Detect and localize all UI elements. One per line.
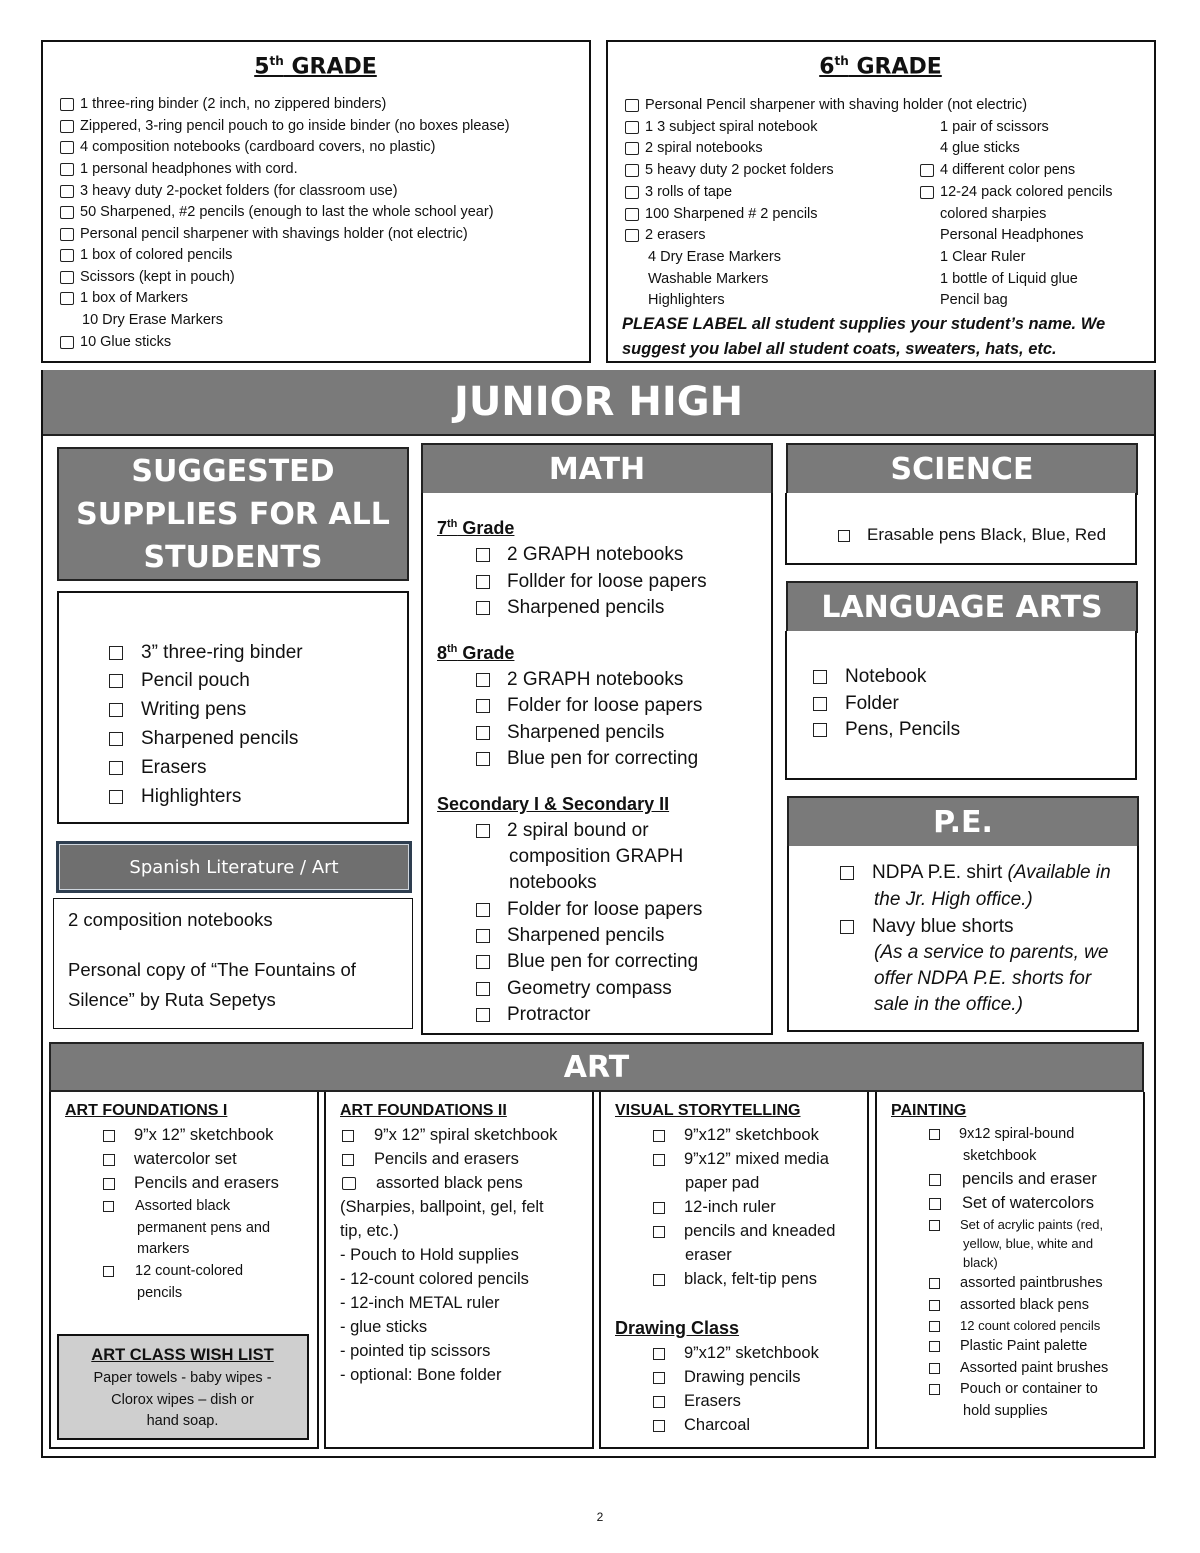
grade6-item: 1 Clear Ruler	[940, 249, 1026, 265]
math-item: Protractor	[476, 1004, 590, 1026]
checkbox-icon[interactable]	[813, 697, 827, 711]
checkbox-icon[interactable]	[476, 726, 490, 740]
art-item: assorted paintbrushes	[929, 1275, 1103, 1291]
checkbox-icon[interactable]	[103, 1154, 115, 1166]
checkbox-icon[interactable]	[929, 1220, 940, 1231]
visual-storytelling-box	[599, 1092, 869, 1449]
math-secondary-heading: Secondary I & Secondary II	[437, 794, 670, 814]
grade5-item: Scissors (kept in pouch)	[60, 269, 235, 285]
spanish-item: Silence” by Ruta Sepetys	[68, 989, 276, 1010]
art-item: 12 count-colored	[103, 1263, 243, 1279]
spanish-art-list	[53, 898, 413, 1029]
art-line: (Sharpies, ballpoint, gel, felt	[340, 1198, 544, 1216]
checkbox-icon[interactable]	[476, 903, 490, 917]
art-item: 12 count colored pencils	[929, 1318, 1100, 1333]
math-item: Sharpened pencils	[476, 925, 664, 947]
art-item: Plastic Paint palette	[929, 1338, 1087, 1354]
checkbox-icon[interactable]	[60, 292, 74, 305]
grade5-item: Zippered, 3-ring pencil pouch to go inside binder (no boxes please)	[60, 118, 510, 134]
checkbox-icon[interactable]	[929, 1278, 940, 1289]
grade5-item: 1 personal headphones with cord.	[60, 161, 298, 177]
checkbox-icon[interactable]	[103, 1130, 115, 1142]
grade6-item: 4 Dry Erase Markers	[648, 249, 781, 265]
art-line: - pointed tip scissors	[340, 1342, 491, 1360]
art-item: 9”x 12” spiral sketchbook	[342, 1126, 557, 1145]
wish-list-line: Clorox wipes – dish or	[111, 1392, 254, 1408]
grade5-item: 3 heavy duty 2-pocket folders (for classroom use)	[60, 183, 398, 199]
checkbox-icon[interactable]	[60, 98, 74, 111]
grade5-item: Personal pencil sharpener with shavings holder (not electric)	[60, 226, 468, 242]
math-item: Geometry compass	[476, 978, 672, 1000]
checkbox-icon[interactable]	[840, 920, 854, 934]
math-item-continued: notebooks	[509, 872, 597, 893]
art-item-continued: black)	[963, 1255, 998, 1270]
language-arts-list	[785, 631, 1137, 780]
checkbox-icon[interactable]	[109, 761, 123, 775]
checkbox-icon[interactable]	[103, 1266, 114, 1277]
suggested-supplies-header: SUGGESTED SUPPLIES FOR ALL STUDENTS	[57, 447, 409, 581]
grade5-item: 10 Dry Erase Markers	[82, 312, 224, 328]
grade6-item: 1 pair of scissors	[940, 119, 1049, 135]
language-arts-item: Pens, Pencils	[813, 719, 960, 741]
art-item: 9”x12” mixed media	[653, 1150, 829, 1169]
grade6-item: Personal Pencil sharpener with shaving holder (not electric)	[625, 97, 1027, 113]
page-number: 2	[596, 1510, 604, 1524]
pe-item-continued: the Jr. High office.)	[874, 889, 1033, 910]
math-item: 2 GRAPH notebooks	[476, 669, 683, 691]
grade6-item: 5 heavy duty 2 pocket folders	[625, 162, 834, 178]
checkbox-icon[interactable]	[476, 955, 490, 969]
art-item: pencils and eraser	[929, 1170, 1097, 1189]
spanish-art-header: Spanish Literature / Art	[56, 841, 412, 893]
art-item: Erasers	[653, 1392, 741, 1411]
supply-item: Sharpened pencils	[109, 728, 298, 750]
art-item: Charcoal	[653, 1416, 750, 1435]
checkbox-icon[interactable]	[476, 752, 490, 766]
drawing-class-heading: Drawing Class	[615, 1318, 740, 1338]
art-item: Set of acrylic paints (red,	[929, 1217, 1103, 1232]
checkbox-icon[interactable]	[109, 703, 123, 717]
art-item-continued: hold supplies	[963, 1403, 1048, 1419]
art-line: - 12-inch METAL ruler	[340, 1294, 500, 1312]
checkbox-icon[interactable]	[929, 1363, 940, 1374]
pe-item-continued: sale in the office.)	[874, 994, 1023, 1015]
checkbox-icon[interactable]	[476, 824, 490, 838]
checkbox-icon[interactable]	[60, 141, 74, 154]
checkbox-icon[interactable]	[476, 699, 490, 713]
art-line: - 12-count colored pencils	[340, 1270, 529, 1288]
grade5-box	[41, 40, 591, 363]
checkbox-icon[interactable]	[60, 271, 74, 284]
wish-list-line: Paper towels - baby wipes -	[93, 1370, 272, 1386]
art-item: assorted black pens	[342, 1174, 523, 1193]
pe-header: P.E.	[787, 796, 1139, 848]
checkbox-icon[interactable]	[625, 121, 639, 134]
checkbox-icon[interactable]	[653, 1396, 665, 1408]
art-foundations-2-heading: ART FOUNDATIONS II	[340, 1102, 507, 1119]
wish-list-line: hand soap.	[146, 1413, 219, 1429]
checkbox-icon[interactable]	[840, 866, 854, 880]
art-item: watercolor set	[103, 1150, 237, 1169]
art-item-continued: pencils	[137, 1285, 183, 1301]
pe-item-continued: offer NDPA P.E. shorts for	[874, 968, 1092, 989]
checkbox-icon[interactable]	[476, 929, 490, 943]
checkbox-icon[interactable]	[103, 1178, 115, 1190]
grade6-item: 3 rolls of tape	[625, 184, 732, 200]
checkbox-icon[interactable]	[625, 142, 639, 155]
art-item-continued: sketchbook	[963, 1148, 1037, 1164]
art-line: - Pouch to Hold supplies	[340, 1246, 519, 1264]
checkbox-icon[interactable]	[60, 206, 74, 219]
grade6-note: suggest you label all student coats, sweaters, hats, etc.	[622, 340, 1057, 358]
art-item: 12-inch ruler	[653, 1198, 776, 1217]
math-list	[421, 493, 773, 1035]
checkbox-icon[interactable]	[920, 164, 934, 177]
grade5-item: 1 box of colored pencils	[60, 247, 232, 263]
grade6-item: 2 erasers	[625, 227, 705, 243]
grade5-item: 10 Glue sticks	[60, 334, 171, 350]
checkbox-icon[interactable]	[109, 674, 123, 688]
supply-item: Writing pens	[109, 699, 246, 721]
checkbox-icon[interactable]	[625, 208, 639, 221]
checkbox-icon[interactable]	[929, 1129, 940, 1140]
grade6-item: Washable Markers	[648, 271, 769, 287]
checkbox-icon[interactable]	[109, 732, 123, 746]
language-arts-item: Notebook	[813, 666, 926, 688]
checkbox-icon[interactable]	[813, 723, 827, 737]
visual-storytelling-heading: VISUAL STORYTELLING	[615, 1102, 801, 1119]
grade6-item: 1 3 subject spiral notebook	[625, 119, 818, 135]
math-item: 2 spiral bound or	[476, 820, 649, 842]
math-header: MATH	[421, 443, 773, 495]
pe-item: Navy blue shorts	[840, 916, 1014, 938]
language-arts-header: LANGUAGE ARTS	[786, 581, 1138, 633]
checkbox-icon[interactable]	[60, 163, 74, 176]
checkbox-icon[interactable]	[929, 1384, 940, 1395]
math-item: Folder for loose papers	[476, 899, 702, 921]
art-item: Drawing pencils	[653, 1368, 800, 1387]
checkbox-icon[interactable]	[476, 982, 490, 996]
art-line: - glue sticks	[340, 1318, 428, 1336]
art-item: Assorted paint brushes	[929, 1360, 1108, 1376]
grade5-item: 1 box of Markers	[60, 290, 188, 306]
math-item: Sharpened pencils	[476, 597, 664, 619]
checkbox-icon[interactable]	[653, 1274, 665, 1286]
supply-item: Erasers	[109, 757, 206, 779]
checkbox-icon[interactable]	[929, 1321, 940, 1332]
checkbox-icon[interactable]	[342, 1130, 354, 1142]
math-item-continued: composition GRAPH	[509, 846, 684, 867]
checkbox-icon[interactable]	[60, 336, 74, 349]
science-item: Erasable pens Black, Blue, Red	[838, 525, 1106, 545]
art-item: 9”x 12” sketchbook	[103, 1126, 273, 1145]
art-foundations-2-box	[324, 1092, 594, 1449]
checkbox-icon[interactable]	[920, 186, 934, 199]
checkbox-icon[interactable]	[625, 99, 639, 112]
checkbox-icon[interactable]	[476, 673, 490, 687]
checkbox-icon[interactable]	[653, 1202, 665, 1214]
checkbox-icon[interactable]	[60, 228, 74, 241]
checkbox-icon[interactable]	[109, 790, 123, 804]
checkbox-icon[interactable]	[625, 164, 639, 177]
checkbox-icon[interactable]	[60, 120, 74, 133]
math-item: Sharpened pencils	[476, 722, 664, 744]
grade5-item: 50 Sharpened, #2 pencils (enough to last the whole school year)	[60, 204, 494, 220]
checkbox-icon[interactable]	[60, 185, 74, 198]
art-item: Assorted black	[103, 1198, 230, 1214]
checkbox-icon[interactable]	[342, 1154, 354, 1166]
math-item: Folder for loose papers	[476, 695, 702, 717]
pe-item: NDPA P.E. shirt (Available in	[840, 862, 1111, 884]
grade6-item: Personal Headphones	[940, 227, 1084, 243]
checkbox-icon[interactable]	[929, 1300, 940, 1311]
checkbox-icon[interactable]	[929, 1198, 941, 1210]
checkbox-icon[interactable]	[476, 1008, 490, 1022]
checkbox-icon[interactable]	[476, 601, 490, 615]
checkbox-icon[interactable]	[929, 1174, 941, 1186]
art-line: tip, etc.)	[340, 1222, 399, 1240]
supply-item: Pencil pouch	[109, 670, 250, 692]
art-item: 9”x12” sketchbook	[653, 1344, 819, 1363]
art-item: pencils and kneaded	[653, 1222, 835, 1241]
art-item: 9”x12” sketchbook	[653, 1126, 819, 1145]
art-item: Set of watercolors	[929, 1194, 1094, 1213]
art-foundations-1-heading: ART FOUNDATIONS I	[65, 1102, 228, 1119]
science-list	[785, 493, 1137, 565]
spanish-item: Personal copy of “The Fountains of	[68, 959, 356, 980]
art-item: assorted black pens	[929, 1297, 1089, 1313]
grade6-item: colored sharpies	[940, 206, 1047, 222]
grade6-item: Highlighters	[648, 292, 725, 308]
art-item-continued: paper pad	[685, 1174, 760, 1192]
grade6-title: 6th GRADE	[819, 54, 942, 80]
grade6-note: PLEASE LABEL all student supplies your student’s name. We	[622, 315, 1106, 333]
grade6-item: Pencil bag	[940, 292, 1008, 308]
math-7th-grade-heading: 7th Grade	[437, 518, 515, 538]
grade5-item: 4 composition notebooks (cardboard covers, no plastic)	[60, 139, 435, 155]
art-item: Pencils and erasers	[342, 1150, 519, 1169]
checkbox-icon[interactable]	[929, 1341, 940, 1352]
pe-list	[787, 846, 1139, 1032]
checkbox-icon[interactable]	[476, 575, 490, 589]
math-item: Blue pen for correcting	[476, 748, 698, 770]
art-item-continued: yellow, blue, white and	[963, 1236, 1094, 1251]
checkbox-icon[interactable]	[838, 530, 850, 542]
art-item-continued: eraser	[685, 1246, 732, 1264]
grade6-item: 4 glue sticks	[940, 140, 1020, 156]
art-line: - optional: Bone folder	[340, 1366, 502, 1384]
grade6-item: 12-24 pack colored pencils	[920, 184, 1113, 200]
checkbox-icon[interactable]	[342, 1177, 356, 1190]
grade6-box	[606, 40, 1156, 363]
art-wish-list	[57, 1334, 309, 1440]
checkbox-icon[interactable]	[653, 1154, 665, 1166]
grade5-title: 5th GRADE	[254, 54, 377, 80]
art-item: Pouch or container to	[929, 1381, 1098, 1397]
checkbox-icon[interactable]	[653, 1372, 665, 1384]
checkbox-icon[interactable]	[109, 646, 123, 660]
checkbox-icon[interactable]	[653, 1420, 665, 1432]
grade6-item: 100 Sharpened # 2 pencils	[625, 206, 818, 222]
language-arts-item: Folder	[813, 693, 899, 715]
art-item-continued: markers	[137, 1241, 190, 1257]
math-8th-grade-heading: 8th Grade	[437, 643, 515, 663]
art-item: 9x12 spiral-bound	[929, 1126, 1074, 1142]
grade6-item: 2 spiral notebooks	[625, 140, 763, 156]
grade6-item: 4 different color pens	[920, 162, 1075, 178]
spanish-item: 2 composition notebooks	[68, 909, 273, 930]
science-header: SCIENCE	[786, 443, 1138, 495]
math-item: Blue pen for correcting	[476, 951, 698, 973]
art-header: ART	[49, 1042, 1144, 1092]
junior-high-title: JUNIOR HIGH	[43, 370, 1154, 436]
checkbox-icon[interactable]	[625, 229, 639, 242]
pe-item-continued: (As a service to parents, we	[874, 942, 1109, 963]
checkbox-icon[interactable]	[813, 670, 827, 684]
suggested-supplies-list	[57, 591, 409, 824]
checkbox-icon[interactable]	[103, 1201, 114, 1212]
math-item: Follder for loose papers	[476, 571, 707, 593]
checkbox-icon[interactable]	[653, 1348, 665, 1360]
checkbox-icon[interactable]	[653, 1226, 665, 1238]
checkbox-icon[interactable]	[476, 548, 490, 562]
art-item-continued: permanent pens and	[137, 1220, 271, 1236]
math-item: 2 GRAPH notebooks	[476, 544, 683, 566]
art-item: black, felt-tip pens	[653, 1270, 817, 1289]
grade5-item: 1 three-ring binder (2 inch, no zippered binders)	[60, 96, 386, 112]
supply-item: Highlighters	[109, 786, 241, 808]
wish-list-heading: ART CLASS WISH LIST	[91, 1346, 274, 1364]
art-item: Pencils and erasers	[103, 1174, 279, 1193]
checkbox-icon[interactable]	[653, 1130, 665, 1142]
checkbox-icon[interactable]	[60, 249, 74, 262]
grade6-item: 1 bottle of Liquid glue	[940, 271, 1078, 287]
painting-box	[875, 1092, 1145, 1449]
supply-item: 3” three-ring binder	[109, 642, 303, 664]
checkbox-icon[interactable]	[625, 186, 639, 199]
painting-heading: PAINTING	[891, 1102, 967, 1119]
